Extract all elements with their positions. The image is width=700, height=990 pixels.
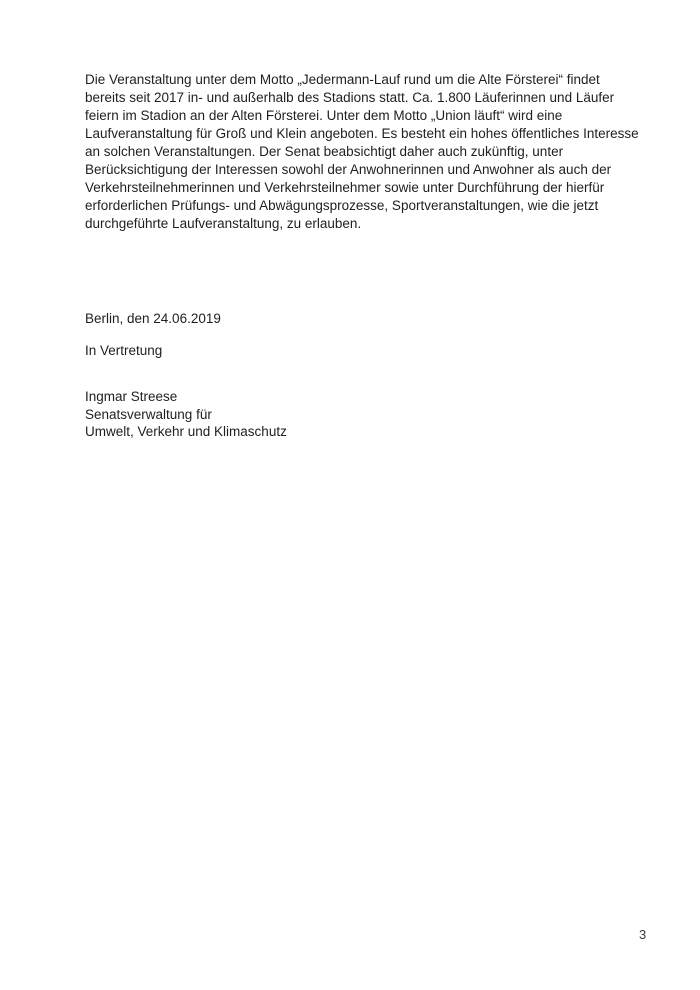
dateline: Berlin, den 24.06.2019 (85, 311, 221, 326)
signer-org-line2: Umwelt, Verkehr und Klimaschutz (85, 424, 287, 439)
closing-formula: In Vertretung (85, 343, 163, 358)
body-paragraph: Die Veranstaltung unter dem Motto „Jedermann-Lauf rund um die Alte Försterei“ findet bereits seit 2017 in- und außerhalb des Stadions statt. Ca. 1.800 Läuferinnen und Läufer feiern im Stadion an der Alten Försterei. Unter dem Motto „Union läuft“ wird eine Laufveranstaltung für Groß und Klein angeboten. Es besteht ein hohes öffentliches Interesse an solchen Veranstaltungen. Der Senat beabsichtigt daher auch zukünftig, unter Berücksichtigung der Interessen sowohl der Anwohnerinnen und Anwohner als auch der Verkehrsteilnehmerinnen und Verkehrsteilnehmer sowie unter Durchführung der hierfür erforderlichen Prüfungs- und Abwägungsprozesse, Sportveranstaltungen, wie die jetzt durchgeführte Laufveranstaltung, zu erlauben. (85, 72, 639, 231)
page-number: 3 (639, 927, 647, 942)
signature-block (85, 388, 287, 441)
signer-name: Ingmar Streese (85, 389, 178, 404)
signer-org-line1: Senatsverwaltung für (85, 406, 212, 422)
